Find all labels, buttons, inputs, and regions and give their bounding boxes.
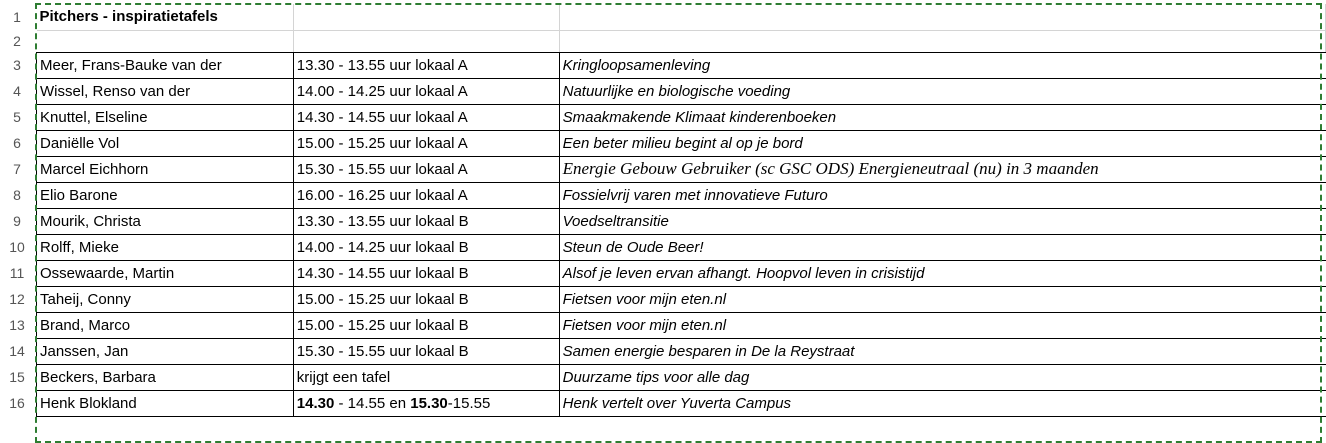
time-cell[interactable]: krijgt een tafel (293, 364, 559, 390)
topic-cell[interactable]: Steun de Oude Beer! (559, 234, 1325, 260)
topic-cell[interactable]: Duurzame tips voor alle dag (559, 364, 1325, 390)
time-cell[interactable]: 15.30 - 15.55 uur lokaal B (293, 338, 559, 364)
row-header[interactable]: 13 (9, 317, 25, 333)
topic-cell[interactable]: Voedseltransitie (559, 208, 1325, 234)
name-cell[interactable]: Wissel, Renso van der (37, 78, 294, 104)
table-row (37, 390, 1326, 416)
row-header[interactable]: 7 (13, 161, 21, 177)
table-row (37, 338, 1326, 364)
row-header[interactable]: 4 (13, 83, 21, 99)
topic-cell[interactable]: Fietsen voor mijn eten.nl (559, 312, 1325, 338)
time-cell[interactable]: 16.00 - 16.25 uur lokaal A (293, 182, 559, 208)
topic-cell[interactable]: Een beter milieu begint al op je bord (559, 130, 1325, 156)
row-header[interactable]: 6 (13, 135, 21, 151)
topic-cell[interactable]: Fietsen voor mijn eten.nl (559, 286, 1325, 312)
table-row (37, 182, 1326, 208)
table-row (37, 4, 1326, 30)
row-header[interactable]: 10 (9, 239, 25, 255)
row-header[interactable]: 15 (9, 369, 25, 385)
table-row (37, 234, 1326, 260)
table-row (37, 364, 1326, 390)
row-header[interactable]: 12 (9, 291, 25, 307)
name-cell[interactable]: Marcel Eichhorn (37, 156, 294, 182)
cell-grid (36, 4, 1326, 417)
name-cell[interactable]: Taheij, Conny (37, 286, 294, 312)
name-cell[interactable]: Daniëlle Vol (37, 130, 294, 156)
time-cell[interactable]: 13.30 - 13.55 uur lokaal B (293, 208, 559, 234)
name-cell[interactable]: Mourik, Christa (37, 208, 294, 234)
topic-cell[interactable]: Natuurlijke en biologische voeding (559, 78, 1325, 104)
name-cell[interactable]: Beckers, Barbara (37, 364, 294, 390)
row-header[interactable]: 9 (13, 213, 21, 229)
topic-cell[interactable]: Samen energie besparen in De la Reystraat (559, 338, 1325, 364)
time-cell[interactable]: 13.30 - 13.55 uur lokaal A (293, 52, 559, 78)
name-cell[interactable]: Elio Barone (37, 182, 294, 208)
row-header[interactable]: 14 (9, 343, 25, 359)
topic-cell[interactable]: Kringloopsamenleving (559, 52, 1325, 78)
name-cell[interactable]: Janssen, Jan (37, 338, 294, 364)
time-range-a: - 14.55 en (334, 394, 411, 412)
name-cell[interactable]: Ossewaarde, Martin (37, 260, 294, 286)
table-row (37, 52, 1326, 78)
time-cell[interactable]: 15.00 - 15.25 uur lokaal B (293, 286, 559, 312)
table-row (37, 156, 1326, 182)
empty-cell[interactable] (37, 30, 294, 52)
table-row (37, 30, 1326, 52)
time-cell[interactable]: 15.00 - 15.25 uur lokaal B (293, 312, 559, 338)
row-header[interactable]: 5 (13, 109, 21, 125)
sheet-title-cell[interactable]: Pitchers - inspiratietafels (37, 4, 294, 30)
time-cell[interactable]: 15.30 - 15.55 uur lokaal A (293, 156, 559, 182)
name-cell[interactable]: Brand, Marco (37, 312, 294, 338)
empty-cell[interactable] (559, 4, 1325, 30)
empty-cell[interactable] (293, 30, 559, 52)
topic-cell[interactable]: Alsof je leven ervan afhangt. Hoopvol leven in crisistijd (559, 260, 1325, 286)
row-header[interactable]: 3 (13, 57, 21, 73)
name-cell[interactable]: Knuttel, Elseline (37, 104, 294, 130)
name-cell[interactable]: Rolff, Mieke (37, 234, 294, 260)
name-cell[interactable]: Meer, Frans-Bauke van der (37, 52, 294, 78)
time-cell[interactable]: 15.00 - 15.25 uur lokaal A (293, 130, 559, 156)
table-row (37, 208, 1326, 234)
time-start-a: 14.30 (296, 394, 335, 412)
row-headers (0, 4, 34, 416)
table-row (37, 104, 1326, 130)
row-header[interactable]: 1 (13, 9, 21, 25)
row-header[interactable]: 8 (13, 187, 21, 203)
time-cell[interactable]: 14.30 - 14.55 uur lokaal A (293, 104, 559, 130)
time-start-b: 15.30 (410, 394, 448, 412)
time-cell[interactable]: 14.00 - 14.25 uur lokaal A (293, 78, 559, 104)
name-cell[interactable]: Henk Blokland (37, 390, 294, 416)
time-cell[interactable]: 14.30 - 14.55 uur lokaal B (293, 260, 559, 286)
time-cell[interactable]: 14.00 - 14.25 uur lokaal B (293, 234, 559, 260)
table-row (37, 260, 1326, 286)
topic-cell[interactable]: Fossielvrij varen met innovatieve Futuro (559, 182, 1325, 208)
empty-cell[interactable] (559, 30, 1325, 52)
topic-cell[interactable]: Henk vertelt over Yuverta Campus (559, 390, 1325, 416)
table-row (37, 286, 1326, 312)
time-cell[interactable] (293, 390, 559, 416)
table-row (37, 130, 1326, 156)
topic-cell[interactable]: Smaakmakende Klimaat kinderenboeken (559, 104, 1325, 130)
topic-cell[interactable]: Energie Gebouw Gebruiker (sc GSC ODS) Energieneutraal (nu) in 3 maanden (559, 156, 1325, 182)
row-header[interactable]: 16 (9, 395, 25, 411)
row-header[interactable]: 11 (9, 265, 25, 281)
row-header[interactable]: 2 (13, 33, 21, 49)
empty-cell[interactable] (293, 4, 559, 30)
table-row (37, 312, 1326, 338)
time-range-b: -15.55 (447, 394, 491, 412)
table-row (37, 78, 1326, 104)
